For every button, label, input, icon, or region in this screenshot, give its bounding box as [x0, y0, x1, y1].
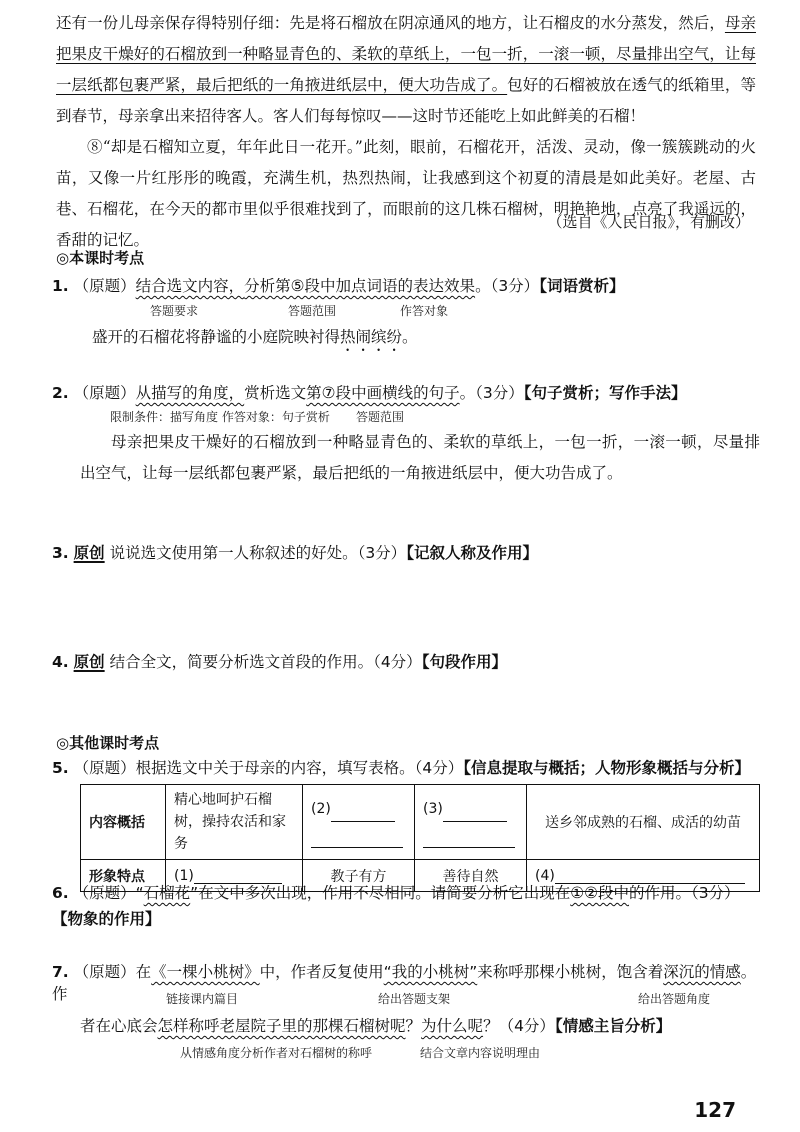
- original-badge: 原创: [73, 544, 105, 562]
- annotation: 结合文章内容说明理由: [420, 1046, 541, 1060]
- question-tag: 【句子赏析；写作手法】: [523, 384, 687, 402]
- question-2: 2. （原题）从描写的角度，赏析选文第⑦段中画横线的句子。（3分）【句子赏析；写作手法】: [52, 384, 687, 402]
- annotation: 答题要求: [150, 304, 199, 318]
- quoted-sentence: 盛开的石榴花将静谧的小庭院映衬得热闹缤纷。: [92, 328, 418, 346]
- answer-blank-3[interactable]: (3): [415, 785, 527, 860]
- underlined-sentence: 母亲把果皮干燥好的石榴放到一种略显青色的、柔软的草纸上，一包一折，一滚一顿，尽量排出空气，让每一层纸都包裹严紧，最后把纸的一角掖进纸层中，便大功告成了。: [56, 14, 756, 94]
- original-badge: 原创: [73, 653, 105, 671]
- section-title-current: ◎本课时考点: [56, 249, 145, 267]
- quoted-sentence: 母亲把果皮干燥好的石榴放到一种略显青色的、柔软的草纸上，一包一折，一滚一顿，尽量排出空气，让每一层纸都包裹严紧，最后把纸的一角掖进纸层中，便大功告成了。: [80, 433, 760, 482]
- passage-source: （选自《人民日报》，有删改）: [547, 213, 750, 231]
- question-tag: 【物象的作用】: [52, 910, 161, 928]
- annotation: 从情感角度分析作者对石榴树的称呼: [180, 1046, 373, 1060]
- question-tag: 【词语赏析】: [539, 277, 625, 295]
- table-cell: 善待自然: [415, 860, 527, 892]
- annotation: 链接课内篇目: [166, 992, 239, 1006]
- answer-blank-4[interactable]: (4): [527, 860, 760, 892]
- passage-paragraph-8: ⑧“却是石榴知立夏，年年此日一花开。”此刻，眼前，石榴花开，活泼、灵动，像一簇簇跳动的火苗，又像一片红彤彤的晚霞，充满生机，热烈热闹，让我感到这个初夏的清晨是如此美好。老屋、古巷、石榴花，在今天的都市里似乎很难找到了，而眼前的这几株石榴树，明艳艳地，点亮了我遥远的，香甜的记忆。: [56, 138, 756, 249]
- page-number: 127: [694, 1098, 736, 1122]
- answer-blank-2[interactable]: (2): [303, 785, 415, 860]
- question-tag: 【情感主旨分析】: [554, 1017, 672, 1035]
- table-cell: 送乡邻成熟的石榴、成活的幼苗: [527, 785, 760, 860]
- annotation: 限制条件：描写角度 作答对象：句子赏析: [110, 410, 330, 424]
- question-6: 6. （原题）“石榴花”在文中多次出现，作用不尽相同。请简要分析它出现在①②段中的作用。（3分） 【物象的作用】: [52, 884, 740, 928]
- question-3: 3. 原创 说说选文使用第一人称叙述的好处。（3分）【记叙人称及作用】: [52, 544, 538, 562]
- annotation: 答题范围: [288, 304, 337, 318]
- table-row-head: 内容概括: [81, 785, 166, 860]
- passage-paragraph-7: 还有一份儿母亲保存得特别仔细：先是将石榴放在阴凉通风的地方，让石榴皮的水分蒸发，然后，母亲把果皮干燥好的石榴放到一种略显青色的、柔软的草纸上，一包一折，一滚一顿，尽量排出空气，让每一层纸都包裹严紧，最后把纸的一角掖进纸层中，便大功告成了。包好的石榴被放在透气的纸箱里，等到春节，母亲拿出来招待客人。客人们每每惊叹——这时节还能吃上如此鲜美的石榴！: [56, 14, 756, 125]
- annotation: 给出答题支架: [378, 992, 451, 1006]
- question-tag: 【句段作用】: [421, 653, 507, 671]
- dotted-words: 热闹缤纷: [340, 328, 403, 346]
- question-7: 7. （原题）在《一棵小桃树》中，作者反复使用“我的小桃树”来称呼那棵小桃树，饱含着深沉的情感。作: [52, 963, 757, 1003]
- annotation: 作答对象: [400, 304, 449, 318]
- question-1: 1. （原题）结合选文内容，分析第⑤段中加点词语的表达效果。（3分）【词语赏析】: [52, 277, 625, 295]
- annotation: 答题范围: [356, 410, 405, 424]
- question-tag: 【信息提取与概括；人物形象概括与分析】: [463, 759, 751, 777]
- table-cell: 教子有方: [303, 860, 415, 892]
- table-cell: 精心地呵护石榴树，操持农活和家务: [166, 785, 303, 860]
- question-7-line-2: 者在心底会怎样称呼老屋院子里的那棵石榴树呢？为什么呢？（4分）【情感主旨分析】: [80, 1017, 672, 1035]
- answer-blank-1[interactable]: (1): [166, 860, 303, 892]
- table-row-head: 形象特点: [81, 860, 166, 892]
- question-4: 4. 原创 结合全文，简要分析选文首段的作用。（4分）【句段作用】: [52, 653, 507, 671]
- section-title-other: ◎其他课时考点: [56, 734, 160, 752]
- question-5: 5. （原题）根据选文中关于母亲的内容，填写表格。（4分）【信息提取与概括；人物形象概括与分析】: [52, 759, 751, 777]
- mother-info-table: [80, 784, 760, 892]
- question-tag: 【记叙人称及作用】: [406, 544, 538, 562]
- annotation: 给出答题角度: [638, 992, 711, 1006]
